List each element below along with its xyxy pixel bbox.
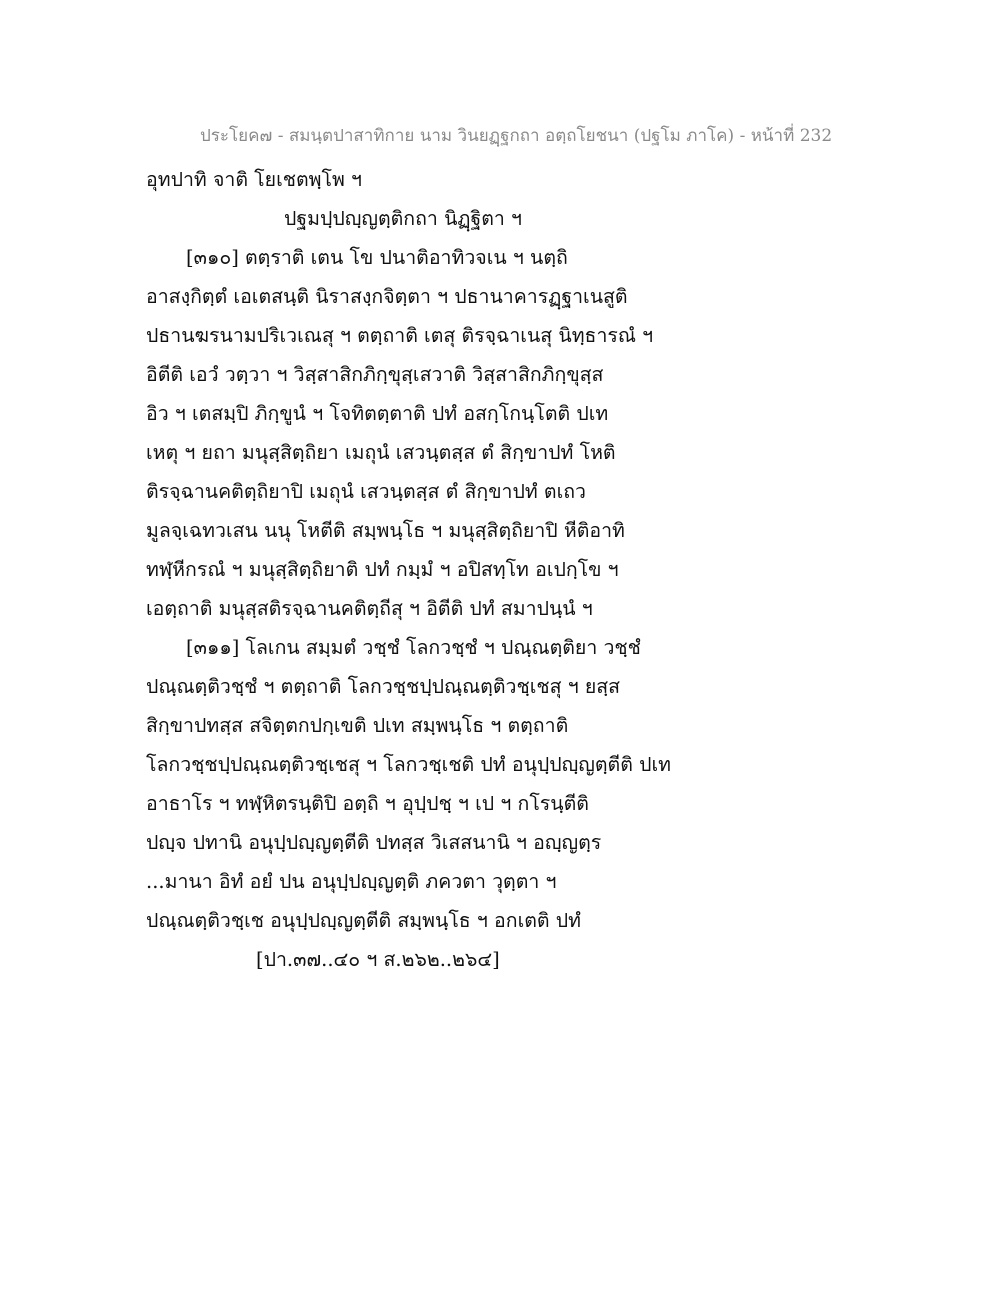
text-line: เหตุ ฯ ยถา มนุสฺสิตฺถิยา เมถุนํ เสวนฺตสฺส ตํ สิกฺขาปทํ โหติ	[146, 441, 616, 464]
text-line: ปณฺณตฺติวชฺเช อนุปฺปญฺญตฺตีติ สมฺพนฺโธ ฯ อกเตติ ปทํ	[146, 909, 581, 932]
text-line: มูลจฺเฉทวเสน นนุ โหตีติ สมฺพนฺโธ ฯ มนุสฺสิตฺถิยาปิ หีติอาทิ	[146, 519, 625, 542]
text-line: อุทปาทิ จาติ โยเชตพฺโพ ฯ	[146, 168, 362, 191]
paragraph-start: [๓๑๑] โลเกน สมฺมตํ วชฺชํ โลกวชฺชํ ฯ ปณฺณตฺติยา วชฺชํ	[186, 636, 641, 659]
text-line: ...มานา อิทํ อยํ ปน อนุปฺปญฺญตฺติ ภควตา วุตฺตา ฯ	[146, 870, 557, 893]
text-line: เอตฺถาติ มนุสฺสติรจฺฉานคติตฺถีสุ ฯ อิตีติ ปทํ สมาปนฺนํ ฯ	[146, 597, 593, 620]
text-line: อิตีติ เอวํ วตฺวา ฯ วิสฺสาสิกภิกฺขุสฺเสวาติ วิสฺสาสิกภิกฺขุสฺส	[146, 363, 604, 386]
text-line: สิกฺขาปทสฺส สจิตฺตกปกฺเขติ ปเท สมฺพนฺโธ ฯ ตตฺถาติ	[146, 714, 569, 737]
page-header: ประโยค๗ - สมนฺตปาสาทิกาย นาม วินยฏฺฐกถา อตฺถโยชนา (ปฐโม ภาโค) - หน้าที่ 232	[200, 126, 833, 146]
text-line: ติรจฺฉานคติตฺถิยาปิ เมถุนํ เสวนฺตสฺส ตํ สิกฺขาปทํ ตเถว	[146, 480, 586, 503]
section-title: ปฐมปฺปญฺญตฺติกถา นิฏฺฐิตา ฯ	[284, 207, 523, 230]
body-text	[146, 160, 966, 979]
text-line: ปญฺจ ปทานิ อนุปฺปญฺญตฺตีติ ปทสฺส วิเสสนานิ ฯ อญฺญตฺร	[146, 831, 602, 854]
text-line: อาสงฺกิตฺตํ เอเตสนฺติ นิราสงฺกจิตฺตา ฯ ปธานาคารฏฺฐาเนสูติ	[146, 285, 628, 308]
text-line: อิว ฯ เตสมฺปิ ภิกฺขูนํ ฯ โจทิตตฺตาติ ปทํ อสกฺโกนฺโตติ ปเท	[146, 402, 609, 425]
paragraph-start: [๓๑๐] ตตฺราติ เตน โข ปนาติอาทิวจเน ฯ นตฺถิ	[186, 246, 568, 269]
text-line: ทฬฺหีกรณํ ฯ มนุสฺสิตฺถิยาติ ปทํ กมฺมํ ฯ อปิสทฺโท อเปกฺโข ฯ	[146, 558, 619, 581]
reference-note: [ปา.๓๗..๔๐ ฯ ส.๒๖๒..๒๖๔]	[256, 948, 500, 971]
text-line: ปณฺณตฺติวชฺชํ ฯ ตตฺถาติ โลกวชฺชปฺปณฺณตฺติวชฺเชสุ ฯ ยสฺส	[146, 675, 621, 698]
text-line: ปธานฆรนามปริเวเณสุ ฯ ตตฺถาติ เตสุ ติรจฺฉาเนสุ นิทฺธารณํ ฯ	[146, 324, 654, 347]
text-line: โลกวชฺชปฺปณฺณตฺติวชฺเชสุ ฯ โลกวชฺเชติ ปทํ อนุปฺปญฺญตฺตีติ ปเท	[146, 753, 671, 776]
text-line: อาธาโร ฯ ทฬฺหิตรนฺติปิ อตฺถิ ฯ อุปฺปชฺ ฯ เป ฯ กโรนฺตีติ	[146, 792, 589, 815]
